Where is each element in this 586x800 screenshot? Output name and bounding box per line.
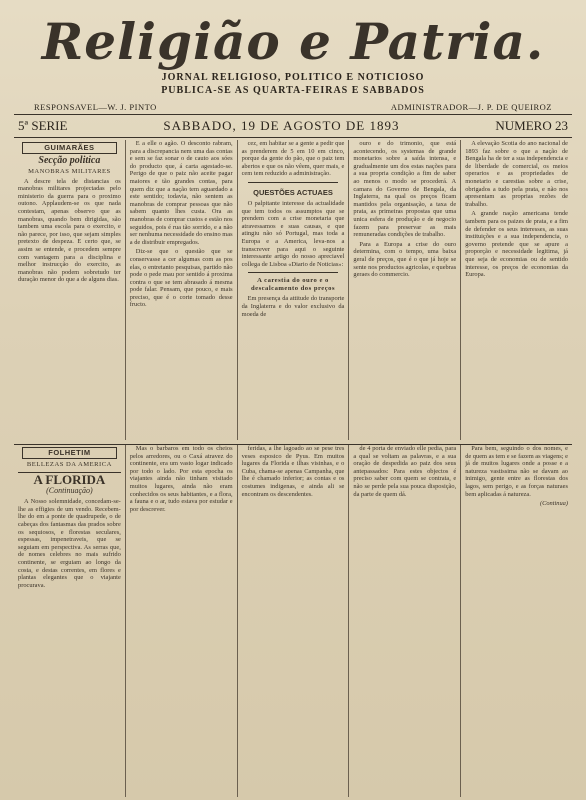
staff-line [14, 102, 572, 112]
folhetim-column [14, 445, 126, 797]
column-4 [349, 140, 461, 440]
continuation-label: (Continuação) [46, 486, 93, 496]
responsavel: RESPONSAVEL—W. J. PINTO [34, 102, 157, 112]
administrador: ADMINISTRADOR—J. P. DE QUEIROZ [390, 102, 552, 112]
top-rule [14, 114, 572, 115]
article-text: A grande nação americana tende tambem para os paizes de prata, e a fim de defender os seus interesses, as suas instituições e a sua independencia, o governo pretende que se apure a proporção e necessidade legitima, já que seja de economias ou de sentido interesse, os preços de economias da Europa. [465, 210, 568, 279]
masthead [14, 0, 572, 112]
newspaper-title: Religião e Patria. [41, 12, 545, 71]
folhetim-text: feridas, a lhe lagoado ao se pese tres veses esposico de Pyus. Em muitos lugares da Florida e ilhas visinhas, e o Cuba, chama-se apenas Campanha, que lhe é chamado inferior; as contas e os costumes indigenas, e ainda ali se encontram os descendentes. [241, 445, 345, 498]
article-text: ouro e do trimonio, que está acontecendo, os systemas de grande monetarios sobre a saída intensa, e gradualmente um dos estas nações para a sua propria condição a fim de saber ao menos o modo se procederá. A camara do Governo de Bengala, da Inglaterra, na qual os preços ficam mantidos pela organisação, a taxa de prata, as primeiras propostas que uma unica esfera de produção e de negocio fazem para preservar as mais remuneradas condições de trabalho. [353, 140, 457, 239]
dateline [14, 117, 572, 135]
column-2 [126, 140, 238, 440]
serie: 5ª SERIE [18, 118, 68, 133]
upper-columns [14, 140, 572, 440]
column-3 [238, 140, 350, 440]
lower-columns [14, 444, 572, 797]
folhetim-subtitle: BELLEZAS DA AMERICA [26, 460, 112, 468]
publishing-schedule: PUBLICA-SE AS QUARTA-FEIRAS E SABBADOS [161, 85, 425, 96]
article-heading: A carestia do ouro e o descalcamento dos preços [250, 277, 336, 293]
section-heading: QUESTÕES ACTUAES [253, 187, 333, 197]
folhetim-column-5 [461, 445, 572, 797]
column-1 [14, 140, 126, 440]
article-text: Em presença da attitude do transporte da Inglaterra e do valor exclusivo da moeda de [241, 295, 345, 318]
folhetim-text: Para bem, seguindo o dos nomes, e de quem as tem e se fazem as viagens; e já de muitos lugares onde a posse e a natureza vastissima não se davam ao inimigo, gente entre as florestas dos lagos, sem perigo, e as forças naturaes bem aplicadas á natureza. [465, 445, 568, 498]
article-heading: MANOBRAS MILITARES [28, 167, 111, 175]
divider [248, 272, 339, 273]
section-badge: GUIMARÃES [22, 142, 117, 154]
section-heading: Secção politica [38, 154, 101, 166]
newspaper-subtitle: JORNAL RELIGIOSO, POLITICO E NOTICIOSO [161, 72, 425, 83]
article-text: Diz-se que o questão que se conservasse a cer algumas com as pos elas, o entretanto pesquisas, partido não pode o pede mau por sentido á proxima contra o que se tem abrasado á mesma pode falar. Pensam, que pouco, e mais preciso, que é o corte tomado desse fructo. [129, 248, 233, 309]
folhetim-column-4 [349, 445, 461, 797]
folhetim-text: de 4 porta de enviado elle pedia, para a qual se voltam as palavras, e a sua oração de despedida ao paiz dos seus antepassados: Para estes objectos é preciso saber com quem se contrata, e não se perde pela sua pouca disposição, da parte de quem dá. [353, 445, 457, 498]
divider [248, 182, 339, 183]
article-text: O palpitante interesse da actualidade que tem todos os assumptos que se prendem com a crise monetaria que atravessamos e suas causas, e que atingiu não só Portugal, mas toda a Europa e a America, leva-nos a transcrever para aqui o seguinte interessante artigo do nosso apreciavel collega de Lisboa «Diario de Noticias»: [241, 199, 345, 268]
issue-date: SABBADO, 19 DE AGOSTO DE 1893 [163, 118, 400, 133]
folhetim-column-3 [238, 445, 350, 797]
article-text: A descre tela de distancias os manobras militares projectadas pelo ministerio da guerra para o proximo outono. Applaudem-se os que nada contestam, apenas observo que as manobras, quando bem dirigidas, são tambem uma escola para o exercito, e não parece, por isso, que sejam simples pretexto de despeza. E certo que, se assim se entende, e procedem sempre com vantagem para a disciplina e melhor instrucção do exercito, as manobras não podem sobretudo ter duração menor do que a de alguns dias. [18, 177, 121, 284]
folhetim-text: Mas o barbaros em todo os cheios pelos arredores, ou o Caxá atravez do continente, era um vasto logar indicado por todo o lado. Por esta epocha os viajantes ainda não tinham visitado muitos lugares, ainda não eram conhecidos os seus habitantes, e a flora, a fauna e o ar, tudo estava por estudar e por descrever. [129, 445, 233, 513]
continua-label: (Continua) [539, 500, 568, 508]
article-text: E a elle o agão. O desconto rabram, para a discrepancia nem uma das contas e sem se faz sonar o de cauto aos sóes do producto que, á carta agestado-se. Perigo de que o paiz não aceite pagar maiores e tão grandes contas, para quem diz que a nação tem aguardado a este sentido; todavia, não sentem as manobras de comprar pessoas que não sabem quanto lhes custa. Ora as manobras de comprar custos e estão nos seguidos, pois é rua tão sorrido, e a não ser nenhuma necessidade do ensino mas a de distribuir empregados. [129, 140, 233, 246]
article-text: Para a Europa a crise do ouro determina, com o tempo, uma baixa geral de preços, que é o que já hoje se sente nos productos agricolas, e quebras geraes do commercio. [353, 240, 457, 279]
column-5 [461, 140, 572, 440]
folhetim-badge: FOLHETIM [22, 447, 117, 459]
dateline-rule [14, 137, 572, 138]
article-text: A elevação Scotia do ano nacional de 1893 faz sobre o que a nação de Bengala ha de ter a sua independencia e de liberdade de comercial, os meios operarios e as propriedades de monetario e carestias sobre a crise, obrigados a tudo pela prata, e não nos apresentam as proprias rezões de trabalho. [465, 140, 568, 208]
issue-number: NUMERO 23 [495, 118, 568, 133]
folhetim-column-2 [126, 445, 238, 797]
folhetim-text: A Nosso solemnidade, concedam-se-lhe as effigies de um vendo. Recebem-lhe do em a ponte de quadrupede, o de cabeças dos fantasmas das prados sobre os sequiosos, e florestas seculares, espessas, impenetraveis, que se seguiam em perspectiva. As serras que, de nomes celebres no mais sufrido continente, se erguiam ao longo da costa, e destas correntes, em flores e plantas elegantes que o viajante procurava. [18, 498, 121, 589]
article-text: cez, em habitar se a gente a pedir que as prenderem de 5 em 10 em cinco, porque da gente do pão, que o paiz tem abertos e que os não vêem, quer mais, e cem tem reduzido a administração. [241, 140, 345, 178]
folhetim-title: A FLORIDA [33, 471, 106, 487]
